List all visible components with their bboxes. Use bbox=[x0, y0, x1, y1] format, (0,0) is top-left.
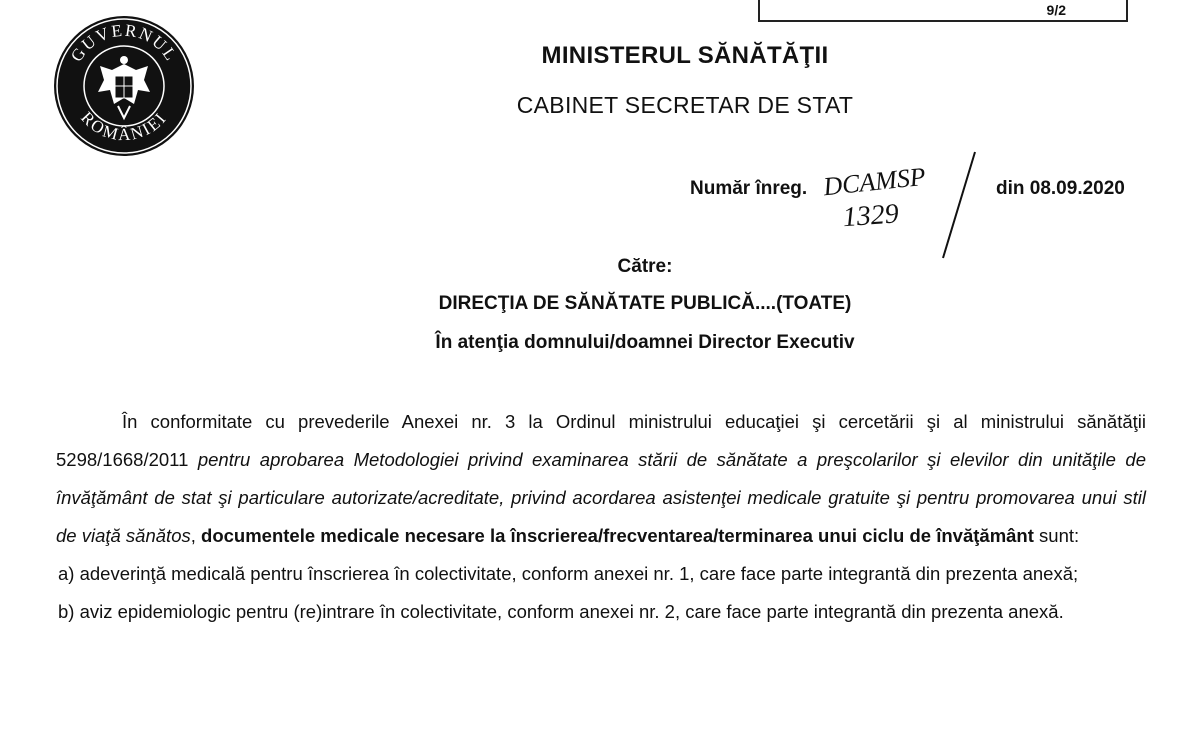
ministry-title: MINISTERUL SĂNĂTĂŢII bbox=[541, 42, 829, 69]
intro-paragraph bbox=[56, 403, 1146, 555]
intro-text: În conformitate cu prevederile Anexei nr. 3 la Ordinul ministrului educaţiei şi cercetării şi al ministrului sănătăţii 5298/1668/2011 bbox=[56, 411, 1146, 470]
intro-end: sunt: bbox=[1033, 525, 1080, 546]
handwritten-line-1: DCAMSP bbox=[821, 161, 927, 202]
recipient-attention: În atenţia domnului/doamnei Director Executiv bbox=[435, 332, 855, 353]
seal-text-bottom: ROMÂNIEI bbox=[77, 107, 171, 145]
cabinet-title: CABINET SECRETAR DE STAT bbox=[516, 92, 854, 118]
registration-date: din 08.09.2020 bbox=[996, 178, 1125, 199]
intro-bold-statement: documentele medicale necesare la înscrierea/frecventarea/terminarea unui ciclu de învăţământ bbox=[201, 525, 1034, 546]
recipient-to-label: Către: bbox=[617, 256, 673, 277]
handwritten-line-2: 1329 bbox=[841, 198, 900, 234]
handwritten-registration-number bbox=[815, 150, 995, 260]
stamp-inner-line bbox=[766, 0, 1120, 16]
seal-text-top: GUVERNUL bbox=[66, 20, 182, 66]
list-item-a: a) adeverinţă medicală pentru înscrierea în colectivitate, conform anexei nr. 1, care face parte integrantă din prezenta anexă; bbox=[58, 563, 1079, 584]
letter-body bbox=[56, 403, 1146, 631]
government-seal-icon bbox=[52, 14, 196, 158]
intro-italic-title: pentru aprobarea Metodologiei privind examinarea stării de sănătate a preşcolarilor şi elevilor din unităţile de învăţământ de stat şi particulare autorizate/acreditate, privind acordarea asistenţei medicale gratuite şi pentru promovarea unui stil de viaţă sănătos bbox=[56, 449, 1147, 546]
stamp-number: 9/2 bbox=[1046, 2, 1066, 18]
handwritten-slash bbox=[943, 152, 975, 258]
list-item-b: b) aviz epidemiologic pentru (re)intrare în colectivitate, conform anexei nr. 2, care face parte integrantă din prezenta anexă. bbox=[58, 601, 1064, 622]
registration-stamp-box bbox=[758, 0, 1128, 22]
registration-label: Număr înreg. bbox=[690, 178, 808, 199]
recipient-directorate: DIRECŢIA DE SĂNĂTATE PUBLICĂ....(TOATE) bbox=[438, 293, 852, 314]
intro-separator: , bbox=[190, 525, 202, 546]
